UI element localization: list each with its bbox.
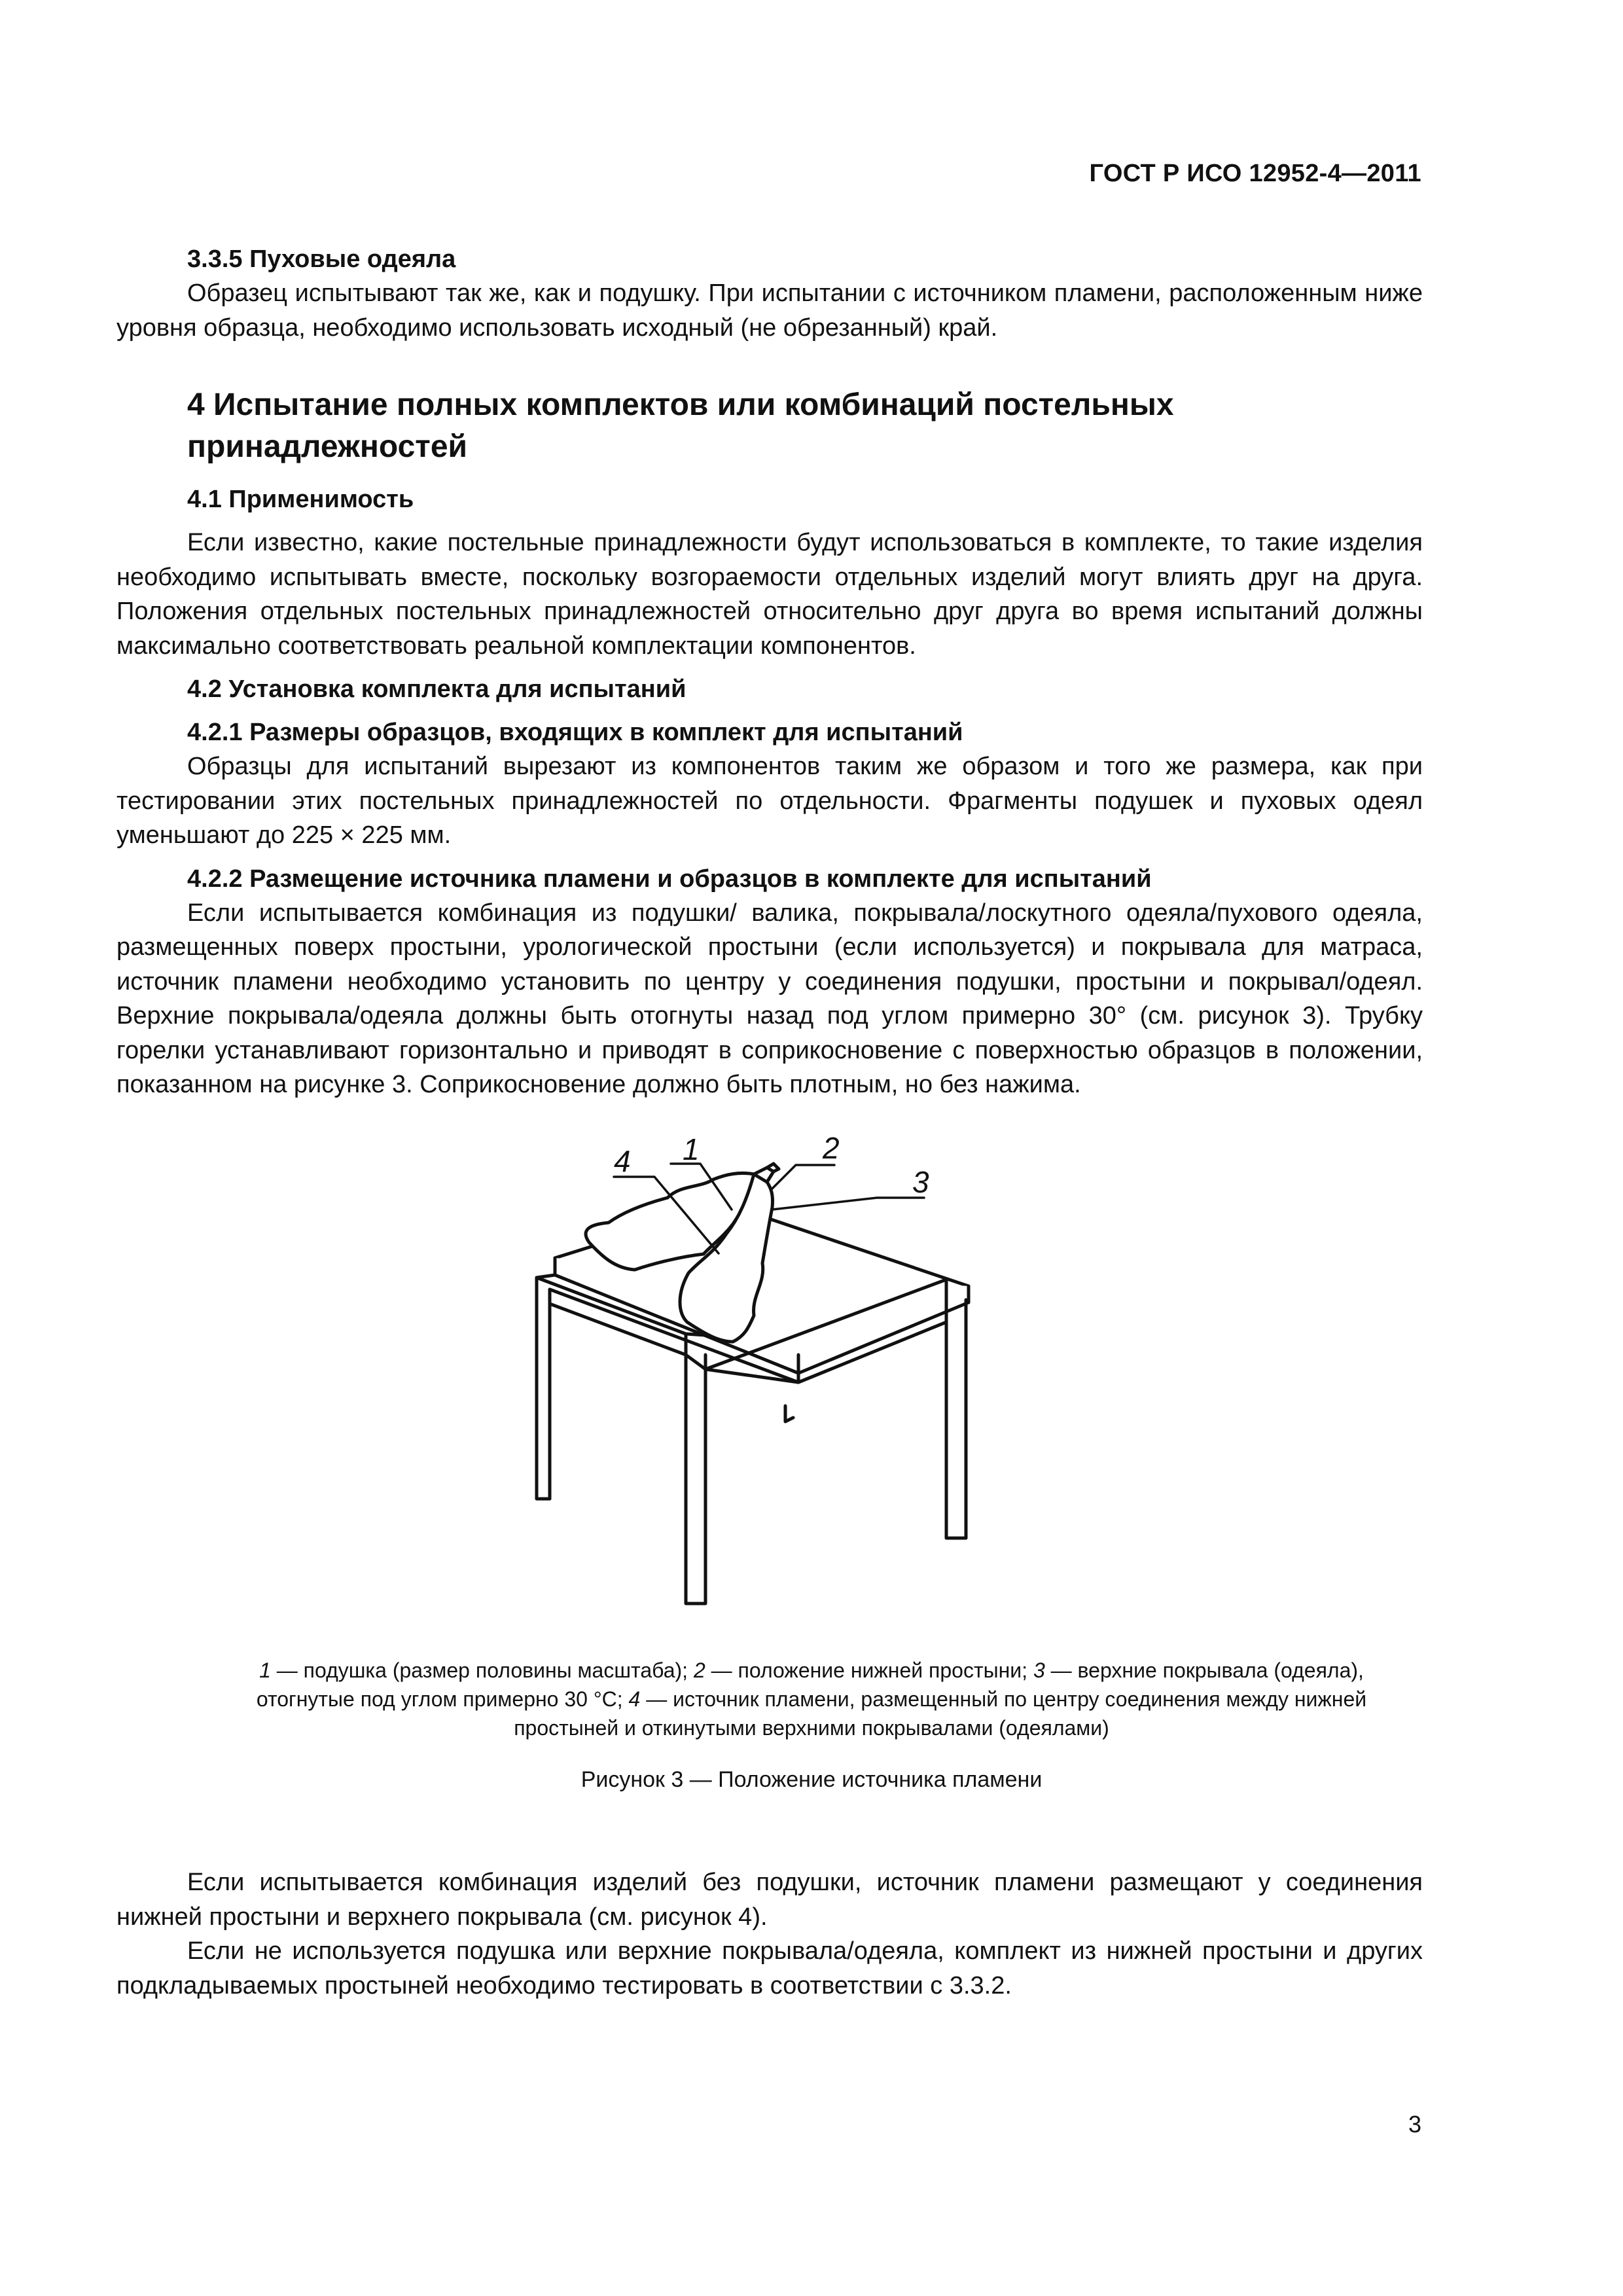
heading-section-4: 4 Испытание полных комплектов или комбинаций постельных принадлежностей (187, 387, 1174, 464)
callout-line-3 (772, 1198, 924, 1210)
legend-entry-3: 3 — верхние покрывала (одеяла), отогнутые под углом примерно 30 °С; (256, 1659, 1364, 1711)
page-number: 3 (1408, 2111, 1421, 2138)
legend-entry-1: 1 — подушка (размер половины масштаба); (259, 1659, 694, 1682)
callout-1: 1 (683, 1132, 700, 1166)
callout-3: 3 (912, 1165, 929, 1199)
callout-2: 2 (823, 1131, 840, 1165)
standard-code-header: ГОСТ Р ИСО 12952-4—2011 (1089, 160, 1421, 187)
paragraph-no-pillow: Если испытывается комбинация изделий без подушки, источник пламени размещают у соединения нижней простыни и верхнего покрывала (см. рисунок 4). (116, 1869, 1423, 1931)
callout-4: 4 (614, 1144, 631, 1178)
callout-line-2 (771, 1165, 834, 1190)
legend-entry-4: 4 — источник пламени, размещенный по центру соединения между нижней простыней и откинутыми верхними покрывалами (одеялами) (514, 1687, 1367, 1740)
figure-legend (242, 1656, 1381, 1742)
paragraph-no-cover: Если не используется подушка или верхние покрывала/одеяла, комплект из нижней простыни и других подкладываемых простыней необходимо тестировать в соответствии с 3.3.2. (116, 1937, 1423, 2000)
text-after-figure (116, 1865, 1423, 2003)
legend-entry-2: 2 — положение нижней простыни; (693, 1659, 1033, 1682)
paragraph-3-3-5: Образец испытывают так же, как и подушку. При испытании с источником пламени, расположенным ниже уровня образца, необходимо использовать исходный (не обрезанный) край. (116, 279, 1423, 342)
paragraph-4-2-2: Если испытывается комбинация из подушки/ валика, покрывала/лоскутного одеяла/пухового одеяла, размещенных поверх простыни, урологической простыни (если используется) и покрывала для матраса, источник пламени необходимо установить по центру у соединения подушки, простыни и покрывал/одеял. Верхние покрывала/одеяла должны быть отогнуты назад под углом примерно 30° (см. рисунок 3). Трубку горелки устанавливают горизонтально и приводят в соприкосновение с поверхностью образцов в положении, показанном на рисунке 3. Соприкосновение должно быть плотным, но без нажима. (116, 899, 1423, 1098)
test-table-drawing (510, 1126, 1021, 1662)
figure-caption: Рисунок 3 — Положение источника пламени (580, 1767, 1043, 1792)
heading-4-2-2: 4.2.2 Размещение источника пламени и образцов в комплекте для испытаний (187, 865, 1152, 893)
heading-4-1: 4.1 Применимость (187, 486, 414, 513)
heading-4-2-1: 4.2.1 Размеры образцов, входящих в комплект для испытаний (187, 719, 963, 746)
main-text (116, 242, 1423, 1102)
paragraph-4-1: Если известно, какие постельные принадлежности будут использоваться в комплекте, то такие изделия необходимо испытывать вместе, поскольку возгораемости отдельных изделий могут влиять друг на друга. Положения отдельных постельных принадлежностей относительно друг друга во время испытаний должны максимально соответствовать реальной комплектации компонентов. (116, 529, 1423, 660)
heading-4-2: 4.2 Установка комплекта для испытаний (187, 675, 687, 703)
paragraph-4-2-1: Образцы для испытаний вырезают из компонентов таким же образом и того же размера, как при тестировании этих постельных принадлежностей по отдельности. Фрагменты подушек и пуховых одеял уменьшают до 225 × 225 мм. (116, 753, 1423, 849)
heading-3-3-5: 3.3.5 Пуховые одеяла (187, 245, 456, 273)
